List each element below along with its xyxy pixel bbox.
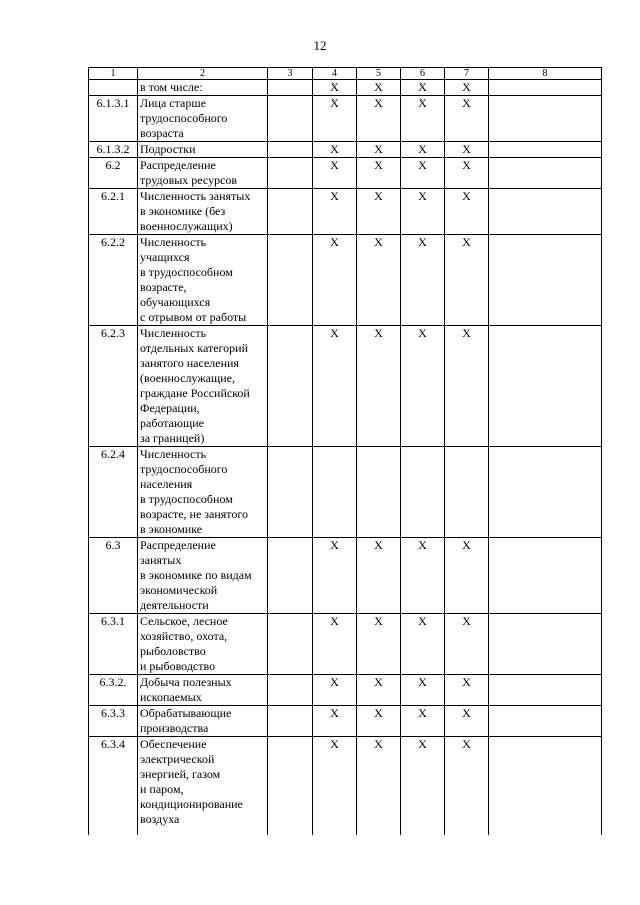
col3-cell [268,538,313,614]
table-row [89,142,602,158]
header-cell: 8 [489,68,602,80]
row-name: Численность трудоспособного населения в трудоспособном возрасте, не занятого в экономике [138,447,268,538]
table-row [89,96,602,142]
row-code: 6.2 [89,158,138,189]
row-name: Обеспечение электрической энергией, газом и паром, кондиционирование воздуха [138,737,268,835]
col3-cell [268,189,313,235]
col4-cell: X [313,158,357,189]
col8-cell [489,614,602,675]
col3-cell [268,614,313,675]
table-row [89,737,602,835]
col5-cell: X [357,326,401,447]
table-row [89,158,602,189]
row-code: 6.3.2. [89,675,138,706]
col8-cell [489,706,602,737]
col5-cell: X [357,235,401,326]
col4-cell: X [313,142,357,158]
row-name: Лица старше трудоспособного возраста [138,96,268,142]
col3-cell [268,158,313,189]
table-row [89,675,602,706]
row-name: Численность занятых в экономике (без военнослужащих) [138,189,268,235]
col4-cell: X [313,326,357,447]
col3-cell [268,235,313,326]
row-name: Распределение трудовых ресурсов [138,158,268,189]
col4-cell: X [313,737,357,835]
table-row [89,706,602,737]
header-cell: 3 [268,68,313,80]
col5-cell: X [357,737,401,835]
col4-cell: X [313,80,357,96]
col5-cell: X [357,158,401,189]
col5-cell: X [357,675,401,706]
table-row [89,614,602,675]
col5-cell: X [357,142,401,158]
col7-cell: X [445,158,489,189]
col7-cell [445,447,489,538]
row-code: 6.3.4 [89,737,138,835]
col6-cell: X [401,235,445,326]
row-name: в том числе: [138,80,268,96]
row-name: Сельское, лесное хозяйство, охота, рыболовство и рыбоводство [138,614,268,675]
col8-cell [489,142,602,158]
table-row [89,447,602,538]
row-code [89,80,138,96]
col7-cell: X [445,235,489,326]
col8-cell [489,235,602,326]
row-name: Подростки [138,142,268,158]
header-cell: 5 [357,68,401,80]
col6-cell: X [401,158,445,189]
col5-cell: X [357,80,401,96]
row-name: Обрабатывающие производства [138,706,268,737]
table-row [89,189,602,235]
col7-cell: X [445,189,489,235]
row-name: Численность отдельных категорий занятого населения (военнослужащие, граждане Российской Федерации, работающие за границей) [138,326,268,447]
row-name: Численность учащихся в трудоспособном возрасте, обучающихся с отрывом от работы [138,235,268,326]
col5-cell [357,447,401,538]
col7-cell: X [445,80,489,96]
header-cell: 2 [138,68,268,80]
row-code: 6.3 [89,538,138,614]
col8-cell [489,326,602,447]
col5-cell: X [357,96,401,142]
col7-cell: X [445,538,489,614]
col8-cell [489,189,602,235]
col4-cell: X [313,235,357,326]
col8-cell [489,737,602,835]
col7-cell: X [445,675,489,706]
header-row [89,68,602,80]
header-cell: 1 [89,68,138,80]
header-cell: 6 [401,68,445,80]
col4-cell: X [313,96,357,142]
row-code: 6.2.4 [89,447,138,538]
col7-cell: X [445,142,489,158]
col6-cell: X [401,706,445,737]
header-cell: 7 [445,68,489,80]
col5-cell: X [357,538,401,614]
col8-cell [489,158,602,189]
page-number: 12 [313,38,327,53]
col3-cell [268,675,313,706]
col8-cell [489,80,602,96]
col3-cell [268,80,313,96]
col6-cell [401,447,445,538]
col7-cell: X [445,706,489,737]
row-name: Распределение занятых в экономике по видам экономической деятельности [138,538,268,614]
col6-cell: X [401,737,445,835]
row-code: 6.3.1 [89,614,138,675]
col3-cell [268,447,313,538]
row-code: 6.2.2 [89,235,138,326]
table-row [89,80,602,96]
col6-cell: X [401,96,445,142]
col7-cell: X [445,326,489,447]
table-row [89,538,602,614]
row-name: Добыча полезных ископаемых [138,675,268,706]
col6-cell: X [401,675,445,706]
col6-cell: X [401,142,445,158]
col3-cell [268,326,313,447]
col4-cell: X [313,538,357,614]
col3-cell [268,706,313,737]
col7-cell: X [445,96,489,142]
col8-cell [489,675,602,706]
col4-cell: X [313,189,357,235]
col3-cell [268,96,313,142]
col6-cell: X [401,326,445,447]
col6-cell: X [401,80,445,96]
col5-cell: X [357,614,401,675]
header-cell: 4 [313,68,357,80]
col3-cell [268,737,313,835]
col6-cell: X [401,189,445,235]
row-code: 6.3.3 [89,706,138,737]
col5-cell: X [357,189,401,235]
row-code: 6.2.3 [89,326,138,447]
table-row [89,326,602,447]
col4-cell: X [313,614,357,675]
col4-cell [313,447,357,538]
row-code: 6.2.1 [89,189,138,235]
col7-cell: X [445,737,489,835]
data-table [88,67,602,835]
col6-cell: X [401,538,445,614]
row-code: 6.1.3.2 [89,142,138,158]
col3-cell [268,142,313,158]
col4-cell: X [313,675,357,706]
table-row [89,235,602,326]
col8-cell [489,96,602,142]
row-code: 6.1.3.1 [89,96,138,142]
col8-cell [489,447,602,538]
col6-cell: X [401,614,445,675]
col5-cell: X [357,706,401,737]
col8-cell [489,538,602,614]
col7-cell: X [445,614,489,675]
col4-cell: X [313,706,357,737]
